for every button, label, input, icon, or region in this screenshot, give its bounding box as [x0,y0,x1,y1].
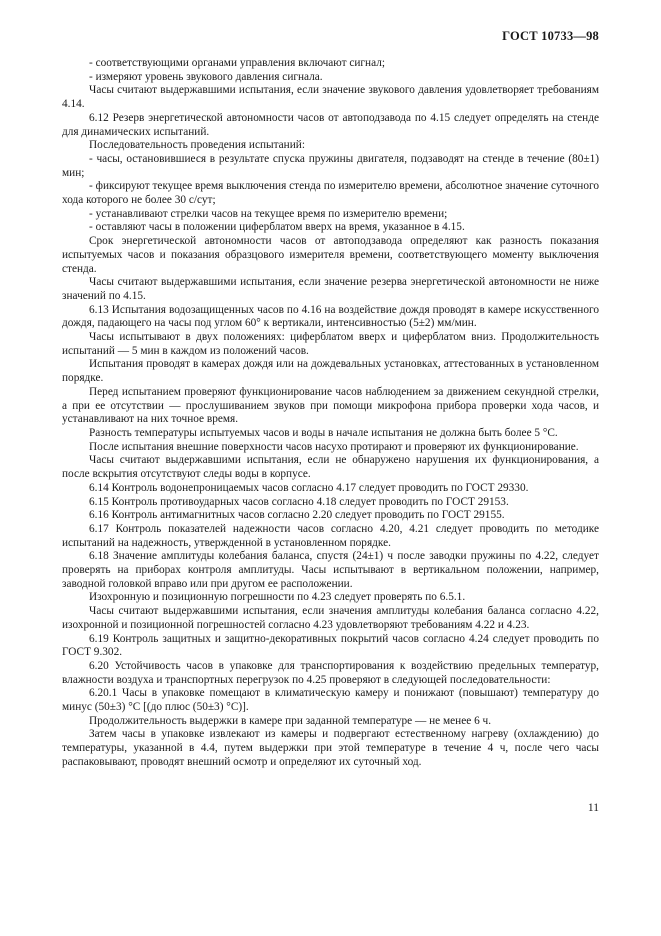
paragraph: - соответствующими органами управления включают сигнал; [89,57,385,69]
paragraph: Изохронную и позиционную погрешности по 4.23 следует проверять по 6.5.1. [89,591,466,604]
paragraph: 6.17 Контроль показателей надежности часов согласно 4.20, 4.21 следует проводить по методике испытаний на надежность, утвержденной в установленном порядке. [62,522,599,549]
paragraph: Затем часы в упаковке извлекают из камеры и подвергают естественному нагреву (охлаждению) до температуры, указанной в 4.4, путем выдержки при этой температуре в течение 4 ч, после чего часы распаковывают, проводят внешний осмотр и определяют их суточный ход. [62,728,599,768]
paragraph: После испытания внешние поверхности часов насухо протирают и проверяют их функционирование. [89,440,579,453]
paragraph: Перед испытанием проверяют функционирование часов наблюдением за движением секундной стрелки, а при ее отсутствии — прослушиванием звуков при помощи микрофона прибора проверки хода часов, и устанавливают на них точное время. [62,385,599,426]
paragraph: 6.19 Контроль защитных и защитно-декоративных покрытий часов согласно 4.24 следует проводить по ГОСТ 9.302. [62,632,599,659]
page-number: 11 [587,802,599,814]
paragraph: Разность температуры испытуемых часов и воды в начале испытания не должна быть более 5 °С. [89,426,558,439]
paragraph: Продолжительность выдержки в камере при заданной температуре — не менее 6 ч. [89,714,492,727]
paragraph: Часы считают выдержавшими испытания, если значение звукового давления удовлетворяет требованиям 4.14. [62,84,599,111]
paragraph: 6.15 Контроль противоударных часов согласно 4.18 следует проводить по ГОСТ 29153. [89,495,509,508]
paragraph: - фиксируют текущее время выключения стенда по измерителю времени, абсолютное значение суточного хода которого не более 30 с/сут; [62,180,599,207]
paragraph: 6.12 Резерв энергетической автономности часов от автоподзавода по 4.15 следует определять на стенде для динамических испытаний. [62,111,599,138]
document-code: ГОСТ 10733—98 [502,29,599,43]
paragraph: - устанавливают стрелки часов на текущее время по измерителю времени; [89,207,448,220]
paragraph: 6.18 Значение амплитуды колебания баланса, спустя (24±1) ч после заводки пружины по 4.22, следует проверять на приборах контроля амплитуды. Часы испытывают в вертикальном положении, например, заводной головкой вправо или при другом ее расположении. [62,550,599,590]
paragraph: - часы, остановившиеся в результате спуска пружины двигателя, подзаводят на стенде в течение (80±1) мин; [62,152,599,179]
document-body [62,57,599,770]
paragraph: Срок энергетической автономности часов от автоподзавода определяют как разность показания испытуемых часов и показания образцового измерителя времени, соответствующего моменту выключения стенда. [62,235,599,275]
paragraph: Испытания проводят в камерах дождя или на дождевальных установках, аттестованных в установленном порядке. [62,358,599,385]
paragraph: Последовательность проведения испытаний: [89,139,305,152]
paragraph: Часы считают выдержавшими испытания, если значение резерва энергетической автономности не ниже значений по 4.15. [62,276,599,302]
paragraph: 6.13 Испытания водозащищенных часов по 4.16 на воздействие дождя проводят в камере искусственного дождя, падающего на часы под углом 60° к вертикали, интенсивностью (5±2) мм/мин. [62,303,599,330]
paragraph: Часы испытывают в двух положениях: циферблатом вверх и циферблатом вниз. Продолжительность испытаний — 5 мин в каждом из положений часов. [62,331,599,357]
paragraph: 6.20 Устойчивость часов в упаковке для транспортирования к воздействию предельных температур, влажности воздуха и транспортных перегрузок по 4.25 проверяют в следующей последовательности: [62,659,599,686]
paragraph: 6.14 Контроль водонепроницаемых часов согласно 4.17 следует проводить по ГОСТ 29330. [89,481,529,494]
paragraph: 6.20.1 Часы в упаковке помещают в климатическую камеру и понижают (повышают) температуру до минус (50±3) °С [(до плюс (50±3) °С)]. [62,687,599,714]
paragraph: - оставляют часы в положении циферблатом вверх на время, указанное в 4.15. [89,221,465,234]
paragraph: Часы считают выдержавшими испытания, если значения амплитуды колебания баланса согласно 4.22, изохронной и позиционной погрешностей согласно 4.23 удовлетворяют требованиям 4.22 и 4.23. [62,605,599,631]
paragraph: Часы считают выдержавшими испытания, если не обнаружено нарушения их функционирования, а после вскрытия отсутствуют следы воды в корпусе. [62,454,599,481]
paragraph: - измеряют уровень звукового давления сигнала. [89,70,323,83]
paragraph: 6.16 Контроль антимагнитных часов согласно 2.20 следует проводить по ГОСТ 29155. [89,509,505,522]
